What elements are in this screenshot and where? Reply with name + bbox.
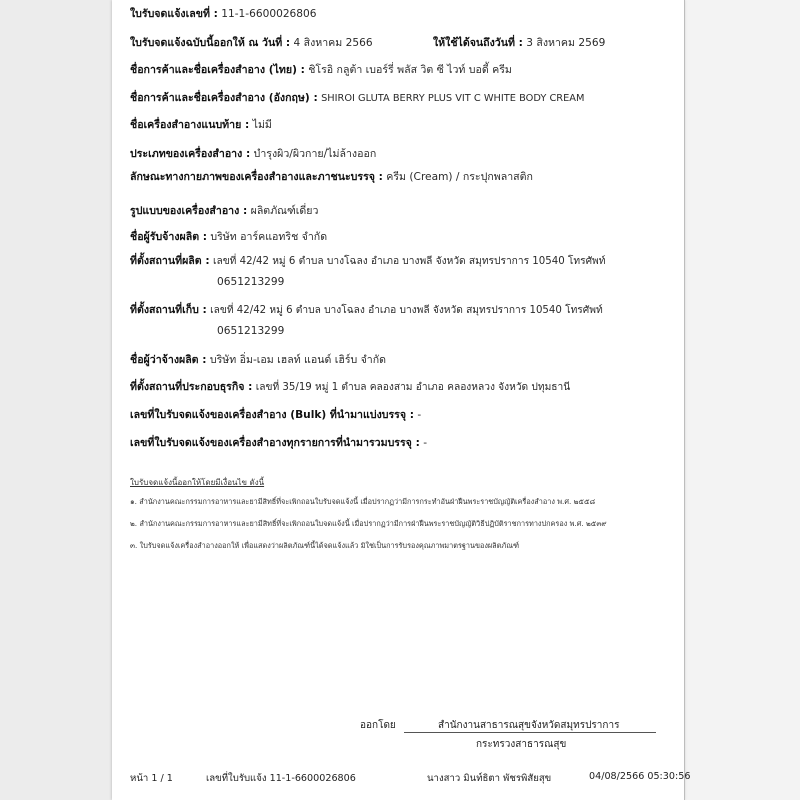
- field-trade-name-thai: [130, 63, 512, 77]
- field-value: ผลิตภัณฑ์เดี่ยว: [250, 205, 319, 217]
- field-value: -: [423, 437, 428, 449]
- field-storage-phone: 0651213299: [217, 325, 285, 337]
- field-value: 11-1-6600026806: [221, 8, 317, 20]
- field-client: [130, 353, 386, 367]
- issuer-ministry: กระทรวงสาธารณสุข: [476, 739, 567, 750]
- field-cert-number: [130, 7, 317, 21]
- page-number: หน้า 1 / 1: [130, 773, 173, 784]
- field-value: ชิโรอิ กลูต้า เบอร์รี่ พลัส วิต ซี ไวท์ บอดี้ ครีม: [308, 64, 512, 76]
- page-edge: [684, 0, 685, 800]
- field-production-address: [130, 254, 605, 269]
- field-value: บริษัท อาร์คแอทริช จำกัด: [210, 231, 328, 243]
- field-attached-name: [130, 118, 272, 132]
- field-label: ที่ตั้งสถานที่เก็บ :: [130, 304, 207, 316]
- footer-datetime: 04/08/2566 05:30:56: [589, 771, 691, 782]
- field-label: ใบรับจดแจ้งเลขที่ :: [130, 8, 218, 20]
- field-label: ใบรับจดแจ้งฉบับนี้ออกให้ ณ วันที่ :: [130, 37, 291, 49]
- issued-by-label: ออกโดย: [360, 720, 396, 731]
- field-cosmetic-type: [130, 147, 376, 161]
- field-value: บำรุงผิว/ผิวกาย/ไม่ล้างออก: [253, 148, 377, 160]
- field-valid-until: [433, 36, 605, 50]
- field-business-address: [130, 380, 570, 395]
- condition-item: ๑. สำนักงานคณะกรรมการอาหารและยามีสิทธิ์ที่จะเพิกถอนใบรับจดแจ้งนี้ เมื่อปรากฏว่ามีการกระทำอันฝ่าฝืนพระราชบัญญัติเครื่องสำอาง พ.ศ. ๒๕๕๘: [130, 497, 596, 506]
- field-value: บริษัท อิ่ม-เอม เฮลท์ แอนด์ เฮิร์บ จำกัด: [209, 354, 387, 366]
- field-label: ให้ใช้ได้จนถึงวันที่ :: [433, 37, 523, 49]
- field-label: ชื่อผู้ว่าจ้างผลิต :: [130, 354, 207, 366]
- field-value: เลขที่ 35/19 หมู่ 1 ตำบล คลองสาม อำเภอ คลองหลวง จังหวัด ปทุมธานี: [255, 382, 571, 393]
- field-label: ชื่อการค้าและชื่อเครื่องสำอาง (ไทย) :: [130, 64, 305, 76]
- condition-item: ๓. ใบรับจดแจ้งเครื่องสำอางออกให้ เพื่อแสดงว่าผลิตภัณฑ์นี้ได้จดแจ้งแล้ว มิใช่เป็นการรับรองคุณภาพมาตรฐานของผลิตภัณฑ์: [130, 541, 520, 550]
- signature-line: [404, 732, 656, 733]
- field-label: เลขที่ใบรับจดแจ้งของเครื่องสำอางทุกรายการที่นำมารวมบรรจุ :: [130, 437, 420, 449]
- field-value: เลขที่ 42/42 หมู่ 6 ตำบล บางโฉลง อำเภอ บางพลี จังหวัด สมุทรปราการ 10540 โทรศัพท์: [212, 256, 606, 267]
- field-label: ชื่อเครื่องสำอางแนบท้าย :: [130, 119, 250, 131]
- field-label: ชื่อผู้รับจ้างผลิต :: [130, 231, 208, 243]
- field-manufacturer: [130, 230, 327, 244]
- field-physical-form: [130, 170, 533, 184]
- field-label: เลขที่ใบรับจดแจ้งของเครื่องสำอาง (Bulk) ที่นำมาแบ่งบรรจุ :: [130, 409, 414, 421]
- issuer-office: สำนักงานสาธารณสุขจังหวัดสมุทรปราการ: [438, 720, 620, 731]
- field-bulk-number: [130, 408, 421, 422]
- field-value: ไม่มี: [252, 119, 272, 131]
- footer-cert-number: เลขที่ใบรับแจ้ง 11-1-6600026806: [206, 773, 356, 784]
- field-trade-name-english: [130, 91, 584, 106]
- field-value: 3 สิงหาคม 2569: [526, 37, 606, 49]
- field-label: ที่ตั้งสถานที่ผลิต :: [130, 255, 210, 267]
- field-product-form: [130, 204, 318, 218]
- field-value: SHIROI GLUTA BERRY PLUS VIT C WHITE BODY CREAM: [321, 93, 585, 104]
- field-label: ประเภทของเครื่องสำอาง :: [130, 148, 251, 160]
- footer-officer-name: นางสาว มินท์ธิตา พัชรพิสัยสุข: [427, 773, 552, 784]
- background-right: [684, 0, 800, 800]
- conditions-title: ใบรับจดแจ้งนี้ออกให้โดยมีเงื่อนไข ดังนี้: [130, 478, 265, 487]
- field-label: ชื่อการค้าและชื่อเครื่องสำอาง (อังกฤษ) :: [130, 92, 318, 104]
- field-value: -: [417, 409, 422, 421]
- background-left: [0, 0, 112, 800]
- field-value: เลขที่ 42/42 หมู่ 6 ตำบล บางโฉลง อำเภอ บางพลี จังหวัด สมุทรปราการ 10540 โทรศัพท์: [210, 305, 603, 316]
- field-storage-address: [130, 303, 603, 318]
- field-label: ลักษณะทางกายภาพของเครื่องสำอางและภาชนะบรรจุ :: [130, 171, 383, 183]
- field-label: ที่ตั้งสถานที่ประกอบธุรกิจ :: [130, 381, 253, 393]
- field-label: รูปแบบของเครื่องสำอาง :: [130, 205, 248, 217]
- field-combined-number: [130, 436, 427, 450]
- field-value: 4 สิงหาคม 2566: [293, 37, 373, 49]
- field-value: ครีม (Cream) / กระปุกพลาสติก: [386, 171, 533, 183]
- condition-item: ๒. สำนักงานคณะกรรมการอาหารและยามีสิทธิ์ที่จะเพิกถอนใบจดแจ้งนี้ เมื่อปรากฏว่ามีการฝ่าฝืนพระราชบัญญัติวิธีปฏิบัติราชการทางปกครอง พ.ศ. ๒๕๓๙: [130, 519, 607, 528]
- field-issue-date: [130, 36, 373, 50]
- field-production-phone: 0651213299: [217, 276, 285, 288]
